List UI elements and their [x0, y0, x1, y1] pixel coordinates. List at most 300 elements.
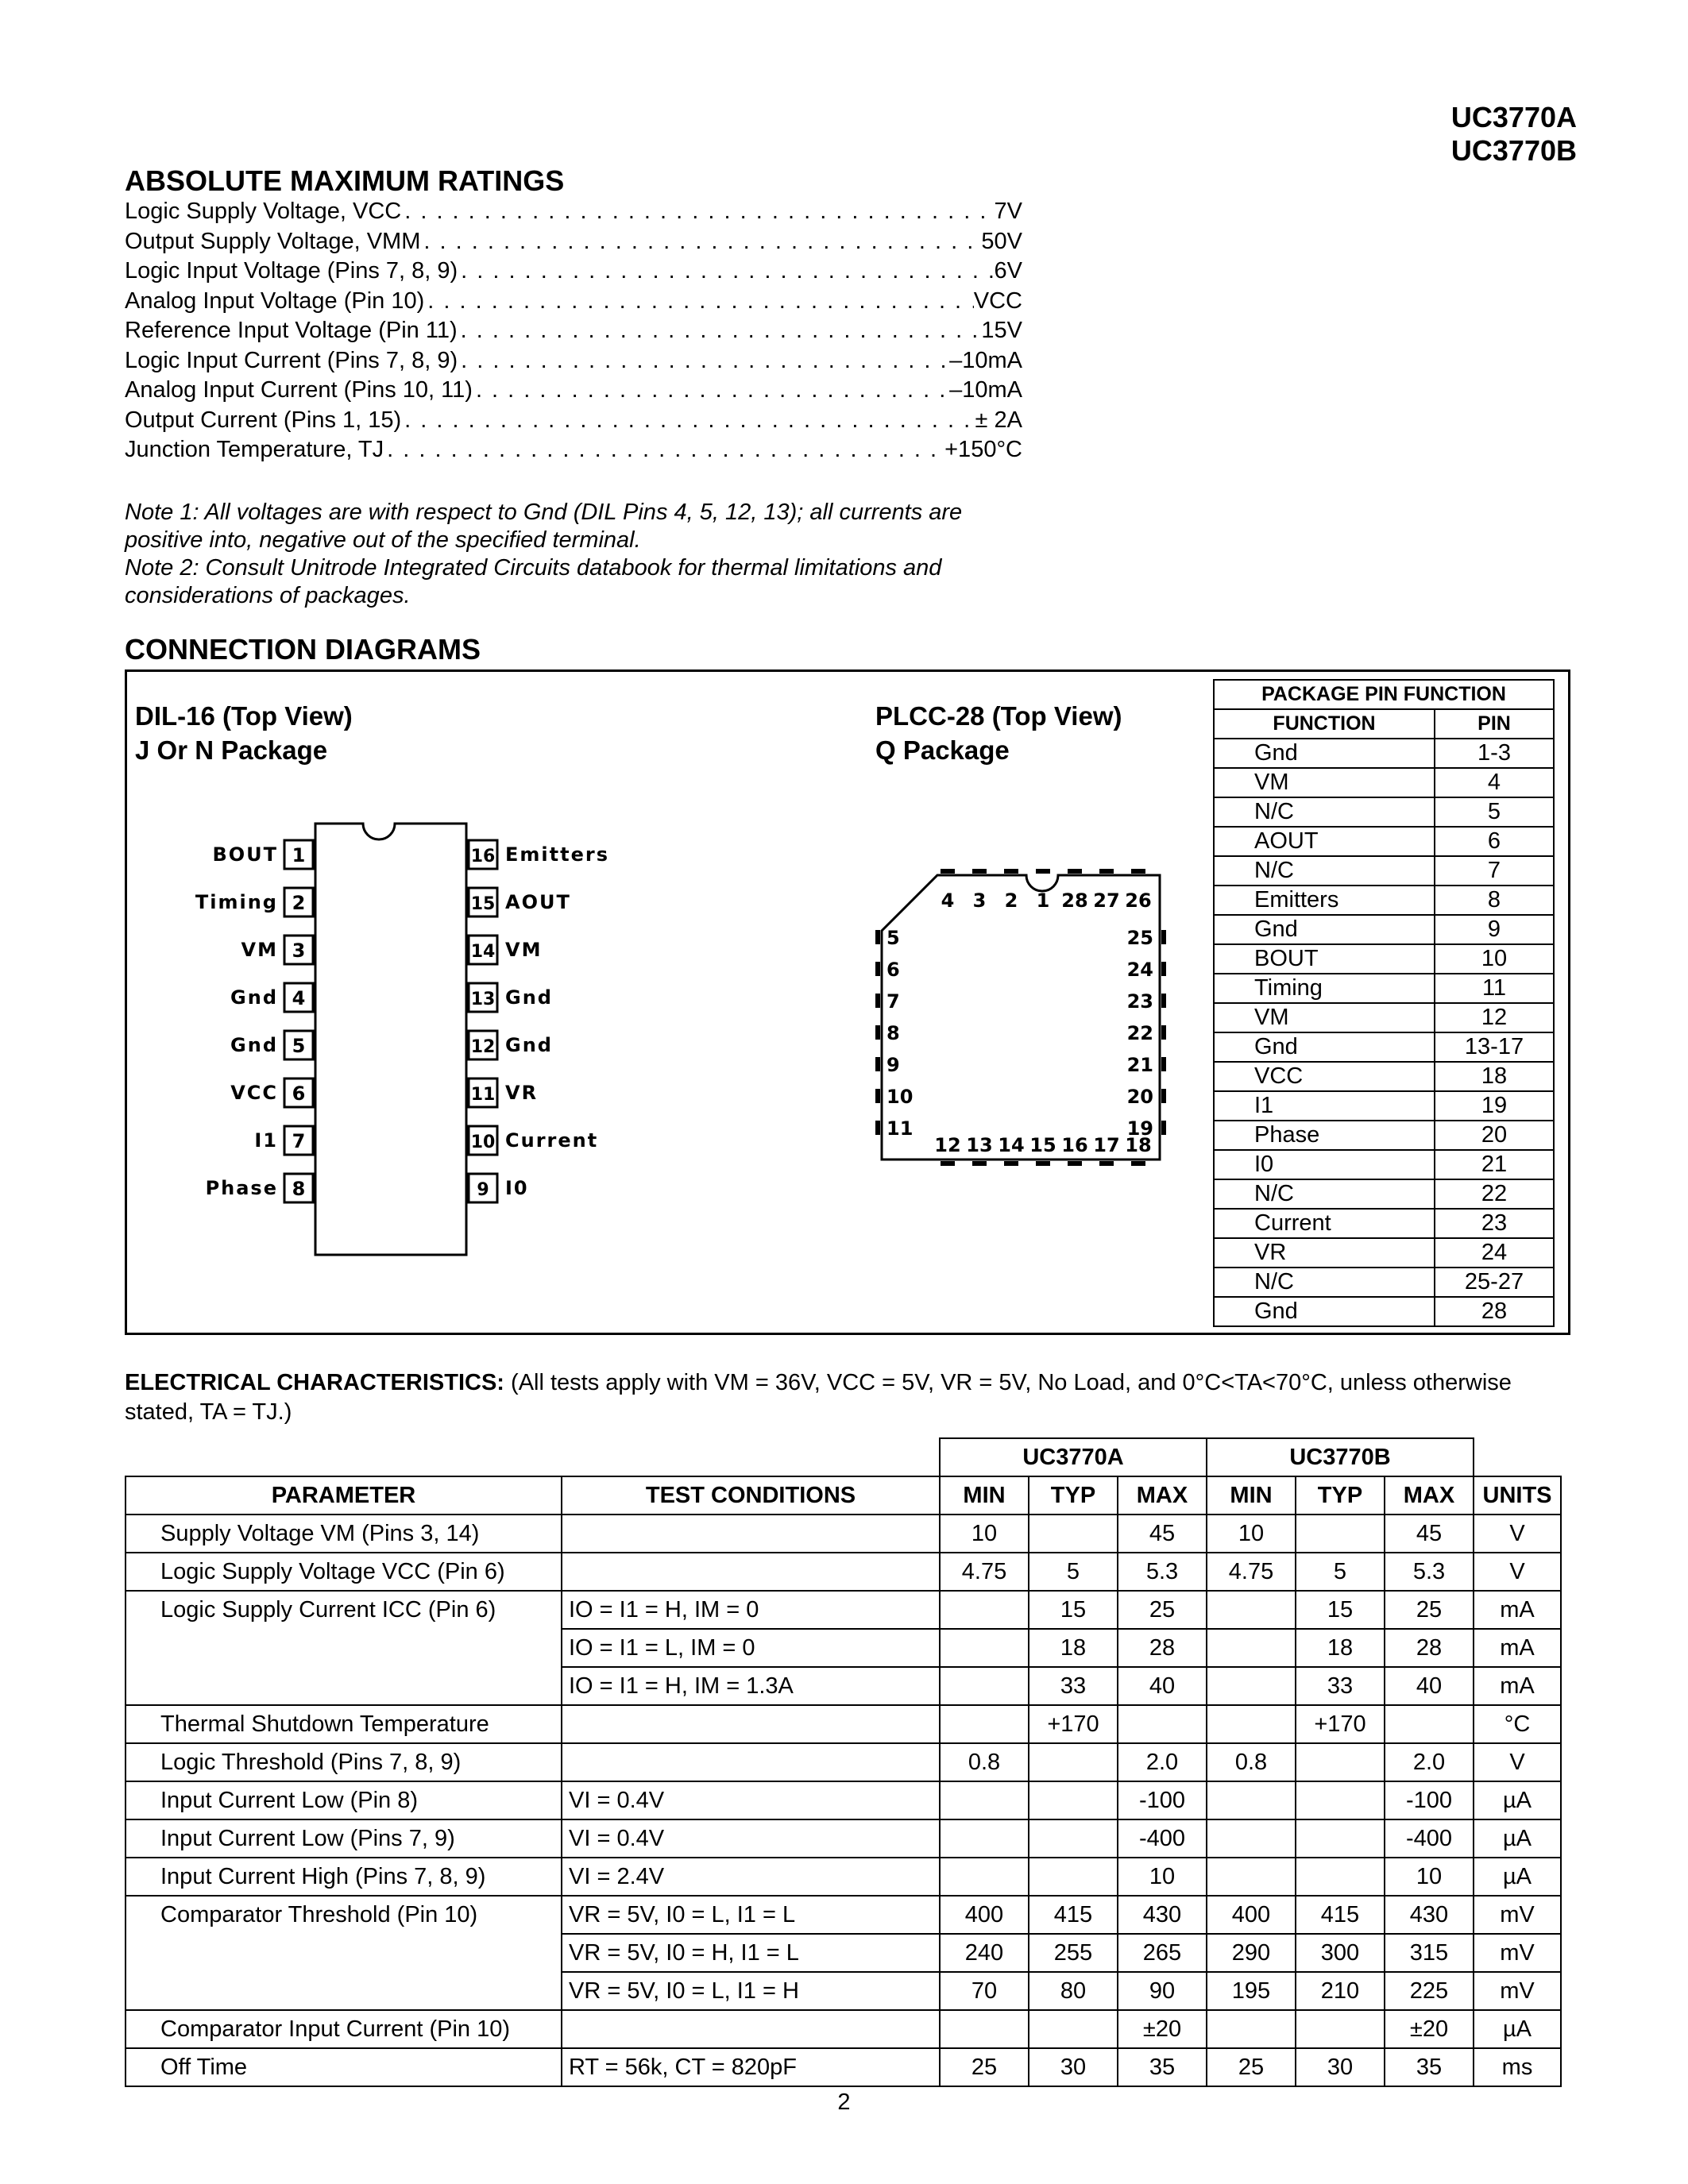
ec-col-min-b: MIN — [1207, 1476, 1296, 1515]
ec-value — [1029, 2010, 1118, 2048]
dil16-pin-label: VCC — [230, 1082, 278, 1104]
ec-value: 25 — [940, 2048, 1029, 2086]
dil16-body — [315, 824, 466, 1255]
plcc-pin-top: 1 — [1036, 889, 1050, 912]
ec-value: ±20 — [1385, 2010, 1474, 2048]
dil16-pin-right — [469, 1078, 538, 1107]
ec-unit: µA — [1474, 1781, 1561, 1819]
plcc-pad-top — [1036, 869, 1050, 874]
ec-value — [940, 1781, 1029, 1819]
plcc-pin-top: 26 — [1125, 889, 1152, 912]
dil16-pin-label: Gnd — [505, 986, 553, 1009]
ec-condition: VI = 0.4V — [562, 1819, 940, 1858]
ec-unit: mV — [1474, 1896, 1561, 1934]
pin-function-name: BOUT — [1214, 944, 1435, 974]
ec-row — [126, 2048, 1561, 2086]
plcc-pad-bottom — [1099, 1161, 1114, 1166]
amr-label: Output Current (Pins 1, 15) — [125, 407, 402, 433]
dil16-pin-label: Gnd — [505, 1034, 553, 1056]
ec-value — [1296, 2010, 1385, 2048]
amr-row — [125, 227, 1022, 257]
pin-function-row — [1214, 974, 1554, 1003]
ec-col-units: UNITS — [1474, 1476, 1561, 1515]
ec-value: -400 — [1385, 1819, 1474, 1858]
ec-unit: µA — [1474, 1819, 1561, 1858]
ec-condition: IO = I1 = L, IM = 0 — [562, 1629, 940, 1667]
part-number-a: UC3770A — [1450, 101, 1577, 133]
pin-function-pin: 25-27 — [1435, 1268, 1554, 1297]
ec-row — [126, 1591, 1561, 1629]
amr-label: Logic Supply Voltage, VCC — [125, 199, 402, 224]
ec-value: 290 — [1207, 1934, 1296, 1972]
plcc-pin-right: 20 — [1126, 1086, 1153, 1108]
amr-label: Analog Input Voltage (Pin 10) — [125, 287, 425, 314]
ec-parameter: Thermal Shutdown Temperature — [126, 1705, 562, 1743]
amr-leader-dots — [458, 346, 949, 376]
ec-row — [126, 2010, 1561, 2048]
amr-value: +150°C — [944, 437, 1022, 462]
ec-value: 18 — [1296, 1629, 1385, 1667]
pin-function-pin: 11 — [1435, 974, 1554, 1003]
ec-value: 30 — [1296, 2048, 1385, 2086]
plcc-pad-top — [941, 869, 955, 874]
plcc-pin-top: 2 — [1004, 889, 1018, 912]
ec-unit: mA — [1474, 1667, 1561, 1705]
ec-value: 80 — [1029, 1972, 1118, 2010]
pin-function-row — [1214, 1238, 1554, 1268]
amr-row — [125, 376, 1022, 406]
dil16-pin-number: 14 — [470, 942, 496, 962]
pin-function-row — [1214, 856, 1554, 886]
pin-function-pin: 4 — [1435, 768, 1554, 797]
ec-parameter — [126, 1934, 562, 1972]
note-2: Note 2: Consult Unitrode Integrated Circuits databook for thermal limitations and considerations of packages. — [125, 555, 942, 608]
plcc-pad-top — [1131, 869, 1145, 874]
ec-unit: °C — [1474, 1705, 1561, 1743]
pin-function-row — [1214, 739, 1554, 768]
plcc-pad-top — [1004, 869, 1018, 874]
ec-condition — [562, 1705, 940, 1743]
ec-row — [126, 1972, 1561, 2010]
ec-row — [126, 1934, 1561, 1972]
dil16-pin-label: Gnd — [230, 986, 278, 1009]
amr-leader-dots — [384, 435, 944, 465]
ec-value — [1207, 1819, 1296, 1858]
ec-value: 5 — [1296, 1553, 1385, 1591]
dil16-pin-right — [469, 840, 609, 869]
pin-function-row — [1214, 1032, 1554, 1062]
ec-value: 415 — [1296, 1896, 1385, 1934]
plcc28-diagram — [858, 858, 1176, 1175]
note-1: Note 1: All voltages are with respect to Gnd (DIL Pins 4, 5, 12, 13); all currents are positive into, negative out of the specified terminal. — [125, 500, 963, 553]
plcc-pad-right — [1161, 930, 1166, 944]
pin-function-row — [1214, 1179, 1554, 1209]
ec-value: 33 — [1029, 1667, 1118, 1705]
plcc-pin-left: 8 — [886, 1022, 900, 1044]
amr-value: 50V — [981, 228, 1022, 254]
ec-value: 35 — [1385, 2048, 1474, 2086]
ec-value: 2.0 — [1118, 1743, 1207, 1781]
pin-function-pin: 21 — [1435, 1150, 1554, 1179]
dil16-pin-number: 9 — [477, 1180, 489, 1200]
pin-function-name: N/C — [1214, 856, 1435, 886]
dil16-pin-left — [206, 1174, 313, 1202]
pin-function-name: Gnd — [1214, 1297, 1435, 1326]
ec-parameter: Input Current Low (Pin 8) — [126, 1781, 562, 1819]
dil16-pin-left — [230, 983, 313, 1012]
dil16-pin-number: 13 — [470, 990, 496, 1009]
amr-label: Logic Input Voltage (Pins 7, 8, 9) — [125, 258, 458, 284]
ec-col-conditions: TEST CONDITIONS — [562, 1476, 940, 1515]
ec-parameter: Input Current Low (Pins 7, 9) — [126, 1819, 562, 1858]
ec-value — [1296, 1743, 1385, 1781]
dil16-pin-label: I1 — [254, 1129, 278, 1152]
ec-value — [1207, 1858, 1296, 1896]
dil16-pin-number: 4 — [292, 987, 306, 1009]
plcc-pin-bottom: 18 — [1125, 1134, 1152, 1156]
ec-unit: mV — [1474, 1934, 1561, 1972]
dil16-pin-label: Emitters — [505, 843, 609, 866]
ec-value: 400 — [940, 1896, 1029, 1934]
dil16-pin-number: 8 — [292, 1178, 306, 1200]
ec-value — [1118, 1705, 1207, 1743]
ec-value — [940, 1667, 1029, 1705]
plcc-pad-top — [1099, 869, 1114, 874]
ec-condition — [562, 2010, 940, 2048]
pin-function-name: Emitters — [1214, 886, 1435, 915]
ec-value — [1029, 1858, 1118, 1896]
ec-row — [126, 1629, 1561, 1667]
pin-function-pin: 10 — [1435, 944, 1554, 974]
pin-function-row — [1214, 886, 1554, 915]
pin-function-name: AOUT — [1214, 827, 1435, 856]
ec-value: 90 — [1118, 1972, 1207, 2010]
ec-value: 10 — [940, 1515, 1029, 1553]
plcc-pin-left: 7 — [886, 990, 900, 1013]
ec-value — [1207, 2010, 1296, 2048]
ec-value: 2.0 — [1385, 1743, 1474, 1781]
ec-col-typ-b: TYP — [1296, 1476, 1385, 1515]
dil16-pin-label: VM — [241, 939, 278, 961]
ec-row — [126, 1515, 1561, 1553]
dil16-pin-label: BOUT — [212, 843, 278, 866]
ec-unit: µA — [1474, 2010, 1561, 2048]
dil16-left-pins — [195, 840, 313, 1202]
ec-value — [940, 1705, 1029, 1743]
pin-function-name: VM — [1214, 768, 1435, 797]
dil16-pin-label: AOUT — [505, 891, 571, 913]
ec-value: 400 — [1207, 1896, 1296, 1934]
plcc-pad-bottom — [1036, 1161, 1050, 1166]
ec-value: 315 — [1385, 1934, 1474, 1972]
ec-row — [126, 1858, 1561, 1896]
amr-row — [125, 406, 1022, 436]
dil16-pin-label: Timing — [195, 891, 278, 913]
page-number: 2 — [837, 2089, 851, 2115]
plcc28-body — [882, 875, 1160, 1160]
ec-value — [1207, 1705, 1296, 1743]
ec-value — [1029, 1743, 1118, 1781]
ec-value — [1296, 1781, 1385, 1819]
pin-function-name: Gnd — [1214, 739, 1435, 768]
ec-value — [1296, 1515, 1385, 1553]
ec-value: 33 — [1296, 1667, 1385, 1705]
ec-value — [1029, 1515, 1118, 1553]
ec-value — [1207, 1591, 1296, 1629]
ec-row — [126, 1819, 1561, 1858]
amr-leader-dots — [420, 227, 981, 257]
dil16-pin-label: Gnd — [230, 1034, 278, 1056]
ec-value: +170 — [1296, 1705, 1385, 1743]
plcc-pin-left: 11 — [886, 1117, 914, 1140]
ec-value — [1296, 1858, 1385, 1896]
pin-function-pin: 1-3 — [1435, 739, 1554, 768]
dil16-pin-right — [469, 1174, 529, 1202]
dil16-pin-number: 5 — [292, 1035, 306, 1057]
pin-function-row — [1214, 1150, 1554, 1179]
amr-row — [125, 197, 1022, 227]
ec-condition: IO = I1 = H, IM = 0 — [562, 1591, 940, 1629]
plcc-pad-bottom — [972, 1161, 987, 1166]
plcc-pin-top: 27 — [1093, 889, 1120, 912]
dil16-diagram — [127, 802, 635, 1279]
ec-col-parameter: PARAMETER — [126, 1476, 562, 1515]
ec-value: 0.8 — [940, 1743, 1029, 1781]
dil16-pin-right — [469, 1126, 598, 1155]
plcc-pad-top — [972, 869, 987, 874]
plcc-pin-bottom: 17 — [1093, 1134, 1120, 1156]
amr-label: Reference Input Voltage (Pin 11) — [125, 318, 458, 343]
plcc-pin-right: 24 — [1126, 959, 1153, 981]
ec-value: 225 — [1385, 1972, 1474, 2010]
dil16-pin-number: 11 — [470, 1085, 496, 1105]
pin-function-name: VCC — [1214, 1062, 1435, 1091]
ec-condition: RT = 56k, CT = 820pF — [562, 2048, 940, 2086]
pin-function-row — [1214, 768, 1554, 797]
pin-function-row — [1214, 1091, 1554, 1121]
ec-unit: mV — [1474, 1972, 1561, 2010]
plcc-pad-right — [1161, 1025, 1166, 1040]
ec-value: ±20 — [1118, 2010, 1207, 2048]
ec-unit: V — [1474, 1553, 1561, 1591]
ec-parameter: Input Current High (Pins 7, 8, 9) — [126, 1858, 562, 1896]
dil16-pin-number: 15 — [470, 894, 496, 914]
ec-intro — [125, 1368, 1570, 1427]
dil16-right-pins — [469, 840, 609, 1202]
pin-function-name: Current — [1214, 1209, 1435, 1238]
ec-row — [126, 1667, 1561, 1705]
ec-value: 40 — [1385, 1667, 1474, 1705]
ec-value: 28 — [1385, 1629, 1474, 1667]
ec-value — [1207, 1629, 1296, 1667]
amr-title: ABSOLUTE MAXIMUM RATINGS — [125, 164, 565, 197]
ec-value: 430 — [1118, 1896, 1207, 1934]
ec-value — [1029, 1819, 1118, 1858]
ec-value — [940, 1819, 1029, 1858]
ec-condition — [562, 1743, 940, 1781]
pin-function-title: PACKAGE PIN FUNCTION — [1214, 680, 1554, 709]
ec-value — [1207, 1781, 1296, 1819]
amr-row — [125, 435, 1022, 465]
plcc-title — [875, 699, 1122, 767]
ec-value: 210 — [1296, 1972, 1385, 2010]
ec-value: -100 — [1385, 1781, 1474, 1819]
dil16-pin-number: 2 — [292, 892, 306, 914]
pin-function-pin: 19 — [1435, 1091, 1554, 1121]
plcc-pin-right: 22 — [1126, 1022, 1153, 1044]
pin-function-pin: 28 — [1435, 1297, 1554, 1326]
plcc-pad-left — [875, 930, 880, 944]
ec-value: 4.75 — [940, 1553, 1029, 1591]
plcc-pin-left: 9 — [886, 1054, 900, 1076]
pin-function-row — [1214, 1297, 1554, 1326]
ec-parameter: Logic Supply Voltage VCC (Pin 6) — [126, 1553, 562, 1591]
ec-parameter: Off Time — [126, 2048, 562, 2086]
ec-value: 10 — [1118, 1858, 1207, 1896]
amr-row — [125, 316, 1022, 346]
ec-value — [940, 1591, 1029, 1629]
ec-value: 35 — [1118, 2048, 1207, 2086]
dil16-pin-right — [469, 1031, 553, 1059]
ec-condition: VI = 0.4V — [562, 1781, 940, 1819]
dil16-pin-right — [469, 983, 553, 1012]
amr-value: –10mA — [949, 377, 1022, 403]
ec-value: 4.75 — [1207, 1553, 1296, 1591]
ec-condition — [562, 1515, 940, 1553]
ec-condition — [562, 1553, 940, 1591]
pin-function-name: I0 — [1214, 1150, 1435, 1179]
amr-value: –10mA — [949, 347, 1022, 373]
connection-title: CONNECTION DIAGRAMS — [125, 633, 481, 666]
ec-row — [126, 1781, 1561, 1819]
electrical-characteristics-table — [125, 1437, 1562, 2087]
ec-condition: VR = 5V, I0 = L, I1 = L — [562, 1896, 940, 1934]
ec-group-b: UC3770B — [1207, 1438, 1474, 1476]
pin-function-name: N/C — [1214, 797, 1435, 827]
ec-value: 240 — [940, 1934, 1029, 1972]
plcc-pad-left — [875, 1057, 880, 1071]
ec-parameter — [126, 1629, 562, 1667]
plcc-pad-bottom — [1131, 1161, 1145, 1166]
dil16-pin-label: I0 — [505, 1177, 529, 1199]
pin-function-row — [1214, 827, 1554, 856]
ec-col-max-a: MAX — [1118, 1476, 1207, 1515]
plcc-title-line1: PLCC-28 (Top View) — [875, 701, 1122, 731]
amr-value: ± 2A — [975, 407, 1022, 433]
pin-function-table — [1213, 679, 1555, 1327]
ec-parameter: Logic Supply Current ICC (Pin 6) — [126, 1591, 562, 1629]
pin-function-row — [1214, 915, 1554, 944]
ec-value: 30 — [1029, 2048, 1118, 2086]
amr-row — [125, 257, 1022, 287]
pin-function-pin: 23 — [1435, 1209, 1554, 1238]
ec-value: 18 — [1029, 1629, 1118, 1667]
ec-value: 15 — [1296, 1591, 1385, 1629]
ec-value: -400 — [1118, 1819, 1207, 1858]
plcc-pad-right — [1161, 1121, 1166, 1135]
ec-conditions: (All tests apply with VM = 36V, VCC = 5V, VR = 5V, No Load, and 0°C<TA<70°C, unless otherwise stated, TA = TJ.) — [125, 1370, 1512, 1425]
plcc-pin-bottom: 14 — [998, 1134, 1025, 1156]
plcc-pin-left: 6 — [886, 959, 900, 981]
plcc-pad-left — [875, 962, 880, 976]
amr-value: VCC — [973, 287, 1022, 314]
dil16-pin-number: 12 — [470, 1037, 496, 1057]
ec-unit: µA — [1474, 1858, 1561, 1896]
dil16-pin-left — [195, 888, 313, 916]
dil16-pin-label: VR — [505, 1082, 539, 1104]
amr-leader-dots — [458, 257, 994, 287]
amr-label: Analog Input Current (Pins 10, 11) — [125, 377, 473, 403]
plcc-pin-left: 10 — [886, 1086, 914, 1108]
pin-function-pin: 9 — [1435, 915, 1554, 944]
plcc-pad-bottom — [1004, 1161, 1018, 1166]
plcc-pin-right: 21 — [1126, 1054, 1153, 1076]
ec-value: 25 — [1385, 1591, 1474, 1629]
pin-function-col-function: FUNCTION — [1214, 709, 1435, 739]
ec-unit: mA — [1474, 1629, 1561, 1667]
ec-parameter: Comparator Threshold (Pin 10) — [126, 1896, 562, 1934]
pin-function-name: N/C — [1214, 1179, 1435, 1209]
ec-value: +170 — [1029, 1705, 1118, 1743]
amr-label: Output Supply Voltage, VMM — [125, 228, 421, 254]
ec-unit: ms — [1474, 2048, 1561, 2086]
ec-col-min-a: MIN — [940, 1476, 1029, 1515]
ec-value: 415 — [1029, 1896, 1118, 1934]
dil16-pin-number: 3 — [292, 940, 306, 962]
plcc-pin-top: 4 — [941, 889, 955, 912]
plcc-pin-bottom: 15 — [1029, 1134, 1056, 1156]
dil-title-line2: J Or N Package — [135, 735, 328, 765]
plcc-pin-right: 23 — [1126, 990, 1153, 1013]
plcc-pad-right — [1161, 994, 1166, 1008]
amr-leader-dots — [424, 287, 973, 317]
dil-title-line1: DIL-16 (Top View) — [135, 701, 353, 731]
ec-value: 28 — [1118, 1629, 1207, 1667]
part-number-b: UC3770B — [1450, 134, 1577, 167]
ec-unit: mA — [1474, 1591, 1561, 1629]
pin-function-row — [1214, 1062, 1554, 1091]
amr-value: 7V — [994, 199, 1022, 224]
dil16-pin-left — [212, 840, 313, 869]
plcc-pin-left: 5 — [886, 927, 900, 949]
ec-value: 265 — [1118, 1934, 1207, 1972]
ec-value: 0.8 — [1207, 1743, 1296, 1781]
ec-value: 45 — [1118, 1515, 1207, 1553]
ec-value — [940, 1629, 1029, 1667]
plcc-pin-bottom: 13 — [966, 1134, 993, 1156]
amr-leader-dots — [473, 376, 949, 406]
ec-parameter: Logic Threshold (Pins 7, 8, 9) — [126, 1743, 562, 1781]
amr-list — [125, 197, 1022, 465]
amr-leader-dots — [458, 316, 982, 346]
amr-notes — [125, 499, 1038, 610]
pin-function-row — [1214, 1121, 1554, 1150]
pin-function-pin: 12 — [1435, 1003, 1554, 1032]
ec-value: 25 — [1207, 2048, 1296, 2086]
pin-function-pin: 24 — [1435, 1238, 1554, 1268]
dil16-pin-label: VM — [505, 939, 543, 961]
plcc-pad-right — [1161, 1089, 1166, 1103]
ec-value: 15 — [1029, 1591, 1118, 1629]
amr-leader-dots — [401, 197, 994, 227]
dil16-pin-left — [230, 1078, 313, 1107]
pin-function-pin: 8 — [1435, 886, 1554, 915]
plcc-pad-right — [1161, 962, 1166, 976]
ec-value — [1385, 1705, 1474, 1743]
amr-leader-dots — [401, 406, 975, 436]
ec-row — [126, 1553, 1561, 1591]
ec-value: 300 — [1296, 1934, 1385, 1972]
